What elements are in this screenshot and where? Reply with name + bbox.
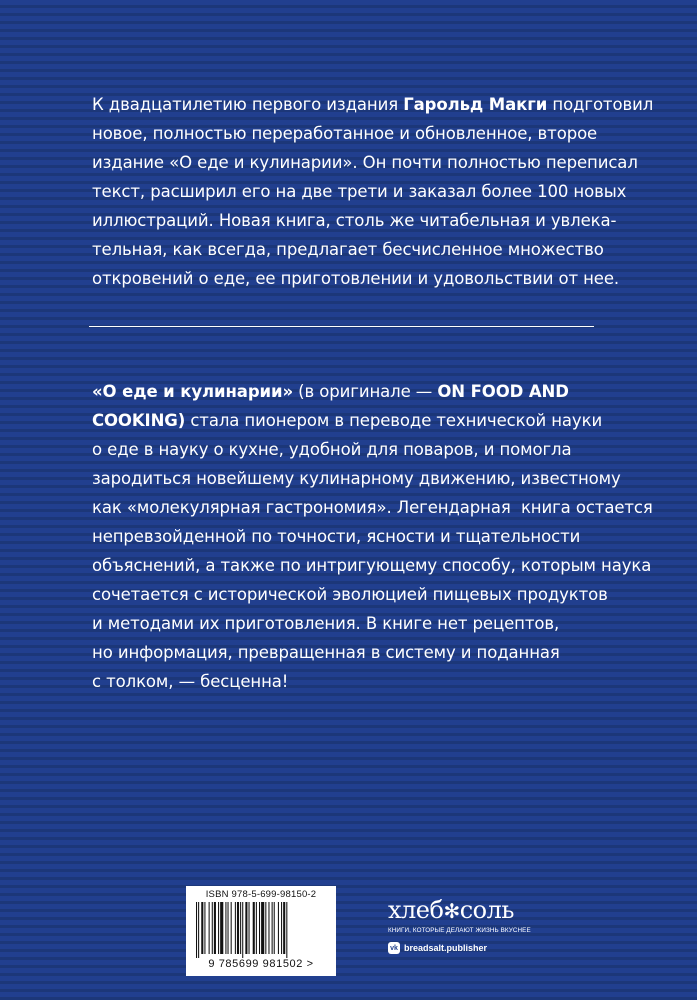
barcode-bar: [278, 902, 279, 954]
about-line-9: и методами их приготовления. В книге нет рецептов,: [92, 614, 560, 633]
barcode-bar: [256, 902, 257, 954]
barcode-bar: [272, 902, 273, 954]
original-title: COOKING): [92, 411, 186, 430]
barcode-bar: [249, 902, 250, 954]
about-line-3: о еде в науку о кухне, удобной для поваров, и помогла: [92, 440, 572, 459]
barcode-bar: [218, 902, 219, 954]
barcode-bar: [212, 902, 213, 954]
about-line-8: сочетается с исторической эволюцией пищевых продуктов: [92, 585, 608, 604]
publisher-logo-text: соль: [459, 896, 514, 924]
intro-line-1: [92, 90, 654, 119]
barcode-bar: [281, 902, 282, 954]
barcode-bar: [237, 902, 239, 954]
barcode-bar: [286, 902, 287, 958]
barcode-bar: [204, 902, 205, 954]
intro-line-2: новое, полностью переработанное и обновленное, второе: [92, 124, 598, 143]
barcode-bar: [228, 902, 229, 954]
intro-text: подготовил: [547, 95, 654, 114]
about-line-11: с толком, — бесценна!: [92, 672, 289, 691]
about-text: стала пионером в переводе технической науки: [185, 411, 603, 430]
barcode-digits: 9 785699 981502 >: [208, 958, 314, 970]
intro-line-3: издание «О еде и кулинарии». Он почти полностью переписал: [92, 153, 638, 172]
vk-icon: vk: [388, 942, 400, 954]
divider-line: [89, 326, 594, 327]
barcode-bar: [214, 902, 216, 954]
about-line-7: объяснений, а также по интригующему способу, которым наука: [92, 556, 652, 575]
about-line-6: непревзойденной по точности, ясности и тщательности: [92, 527, 581, 546]
barcode-bar: [220, 902, 223, 954]
barcode-bar: [201, 902, 203, 954]
publisher-block: [388, 896, 531, 954]
barcode-bar: [245, 902, 247, 954]
publisher-logo-text: хлеб: [388, 896, 444, 924]
barcode-bar: [196, 902, 197, 958]
barcode-bar: [261, 902, 264, 954]
about-paragraph: [92, 377, 653, 696]
about-line-5: как «молекулярная гастрономия». Легендарная книга остается: [92, 498, 653, 517]
barcode-bar: [265, 902, 266, 954]
isbn-barcode: [186, 886, 336, 976]
about-line-10: но информация, превращенная в систему и поданная: [92, 643, 560, 662]
barcode-bar: [274, 902, 275, 954]
barcode-bar: [283, 902, 285, 954]
about-line-2: [92, 406, 612, 435]
publisher-social: [388, 942, 528, 954]
barcode-bar: [209, 902, 210, 954]
barcode-bar: [235, 902, 236, 954]
intro-line-6: тельная, как всегда, предлагает бесчисленное множество: [92, 240, 604, 259]
intro-line-7: откровений о еде, ее приготовлении и удовольствии от нее.: [92, 269, 620, 288]
book-title: «О еде и кулинарии»: [92, 382, 294, 401]
barcode-bar: [253, 902, 255, 954]
isbn-number: ISBN 978-5-699-98150-2: [205, 889, 317, 900]
barcode-bar: [225, 902, 226, 954]
publisher-tagline: КНИГИ, КОТОРЫЕ ДЕЛАЮТ ЖИЗНЬ ВКУСНЕЕ: [388, 927, 531, 934]
intro-line-4: текст, расширил его на две трети и заказал более 100 новых: [92, 182, 627, 201]
intro-text: К двадцатилетию первого издания: [92, 95, 404, 114]
barcode-bar: [198, 902, 199, 958]
intro-paragraph: [92, 90, 654, 293]
author-name: Гарольд Макги: [403, 95, 548, 114]
barcode-bars: [194, 902, 328, 958]
social-handle: breadsalt.publisher: [404, 943, 488, 953]
snowflake-icon: ✻: [443, 899, 460, 923]
about-text: (в оригинале —: [293, 382, 438, 401]
about-line-1: [92, 377, 612, 406]
barcode-bar: [268, 902, 269, 954]
barcode-bar: [231, 902, 232, 954]
barcode-bar: [259, 902, 260, 954]
original-title: ON FOOD AND: [437, 382, 569, 401]
barcode-bar: [242, 902, 243, 958]
intro-line-5: иллюстраций. Новая книга, столь же читабельная и увлека-: [92, 211, 617, 230]
publisher-logo: [388, 896, 528, 925]
barcode-bar: [240, 902, 241, 954]
about-line-4: зародиться новейшему кулинарному движению, известному: [92, 469, 621, 488]
